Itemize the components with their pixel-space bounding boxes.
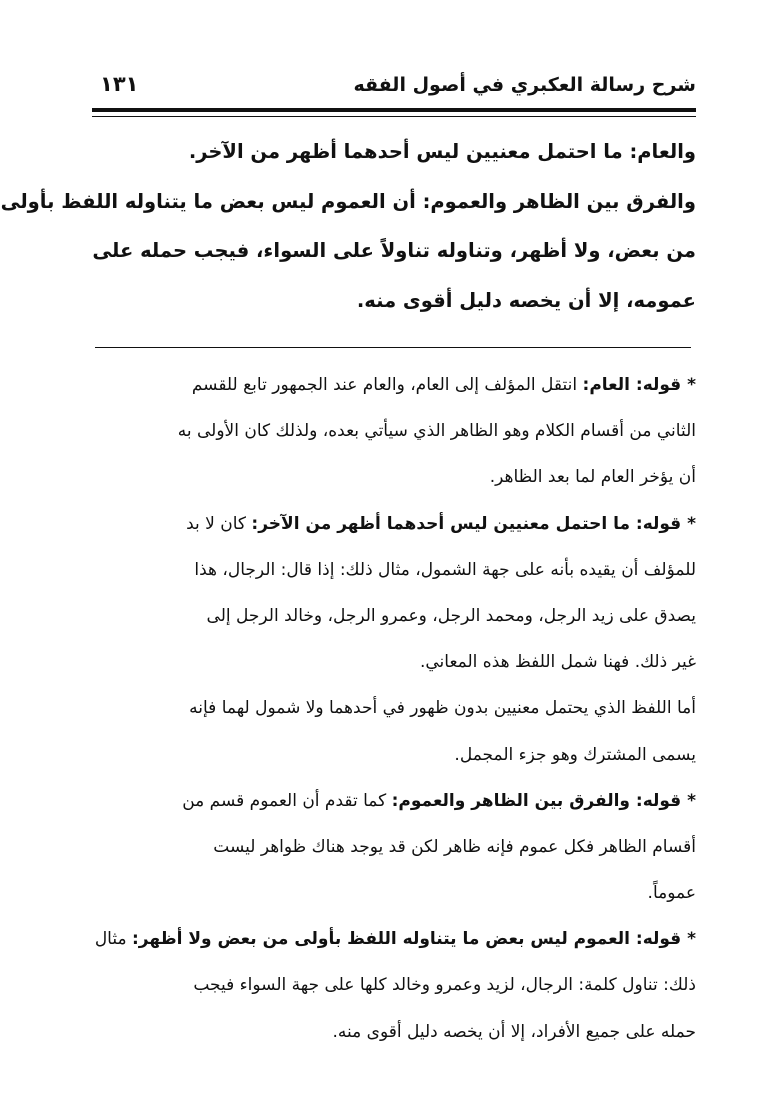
commentary-lead: * قوله: والفرق بين الظاهر والعموم: <box>391 790 696 811</box>
main-text-line: والفرق بين الظاهر والعموم: أن العموم ليس بعض ما يتناوله اللفظ بأولى <box>0 189 696 213</box>
commentary-line <box>92 916 696 962</box>
commentary-text: انتقل المؤلف إلى العام، والعام عند الجمهور تابع للقسم <box>191 375 583 395</box>
commentary-line: غير ذلك. فهنا شمل اللفظ هذه المعاني. <box>419 652 696 673</box>
commentary-line: يسمى المشترك وهو جزء المجمل. <box>454 744 696 765</box>
page-header <box>92 66 696 106</box>
commentary-line: الثاني من أقسام الكلام وهو الظاهر الذي سيأتي بعده، ولذلك كان الأولى به <box>177 421 696 442</box>
footnote-separator <box>95 347 691 348</box>
header-rule-thick <box>92 108 696 112</box>
commentary-line: يصدق على زيد الرجل، ومحمد الرجل، وعمرو الرجل، وخالد الرجل إلى <box>206 605 696 626</box>
commentary-line: ذلك: تناول كلمة: الرجال، لزيد وعمرو وخالد كلها على جهة السواء فيجب <box>193 975 696 996</box>
commentary <box>92 362 696 1055</box>
commentary-lead: * قوله: العام: <box>582 375 696 395</box>
commentary-line: أما اللفظ الذي يحتمل معنيين بدون ظهور في أحدهما ولا شمول لهما فإنه <box>189 698 696 719</box>
main-text-line: عمومه، إلا أن يخصه دليل أقوى منه. <box>356 288 696 312</box>
commentary-lead: * قوله: ما احتمل معنيين ليس أحدهما أظهر من الآخر: <box>251 513 696 534</box>
header-rule-thin <box>92 116 696 117</box>
main-text-line: والعام: ما احتمل معنيين ليس أحدهما أظهر من الآخر. <box>188 140 696 163</box>
commentary-line: أن يؤخر العام لما بعد الظاهر. <box>489 467 696 488</box>
commentary-text: كما تقدم أن العموم قسم من <box>182 790 392 811</box>
main-text <box>0 127 696 325</box>
commentary-line <box>92 778 696 824</box>
main-text-line: من بعض، ولا أظهر، وتناوله تناولاً على السواء، فيجب حمله على <box>92 239 696 262</box>
running-title: شرح رسالة العكبري في أصول الفقه <box>353 74 696 96</box>
commentary-line <box>92 362 696 408</box>
commentary-line: عموماً. <box>647 883 696 904</box>
commentary-line: أقسام الظاهر فكل عموم فإنه ظاهر لكن قد يوجد هناك ظواهر ليست <box>213 836 696 857</box>
commentary-text: مثال <box>94 929 132 950</box>
commentary-lead: * قوله: العموم ليس بعض ما يتناوله اللفظ بأولى من بعض ولا أظهر: <box>131 929 696 950</box>
page-number: ١٣١ <box>100 72 139 96</box>
commentary-text: كان لا بد <box>186 513 252 534</box>
commentary-line <box>92 501 696 547</box>
commentary-line: حمله على جميع الأفراد، إلا أن يخصه دليل أقوى منه. <box>332 1021 696 1042</box>
commentary-line: للمؤلف أن يقيده بأنه على جهة الشمول، مثال ذلك: إذا قال: الرجال، هذا <box>194 559 696 580</box>
